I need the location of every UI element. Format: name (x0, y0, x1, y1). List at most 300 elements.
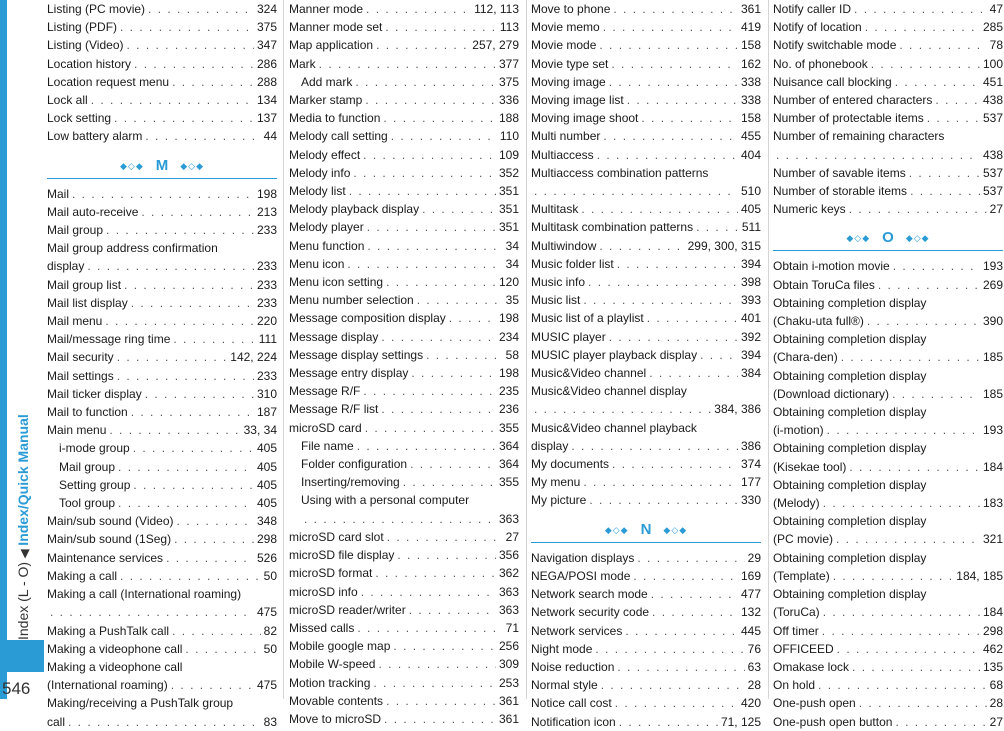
index-entry[interactable] (531, 291, 761, 309)
page-ref[interactable]: 34 (505, 238, 519, 253)
page-number: 546 (2, 679, 31, 698)
page-ref[interactable]: 233 (256, 259, 277, 274)
page-ref[interactable]: 362 (498, 566, 519, 581)
index-entry[interactable] (47, 348, 277, 366)
page-ref[interactable]: 455 (740, 129, 761, 144)
index-entry[interactable] (289, 601, 519, 619)
page-ref[interactable]: 82 (263, 623, 277, 638)
page-ref[interactable]: 392 (740, 329, 761, 344)
index-entry[interactable] (289, 674, 519, 692)
page-ref[interactable]: 236 (498, 402, 519, 417)
index-entry[interactable] (47, 403, 277, 421)
index-entry[interactable] (47, 713, 277, 731)
page-ref[interactable]: 355 (498, 475, 519, 490)
page-ref[interactable]: 233 (256, 295, 277, 310)
entry-name: MUSIC player (531, 329, 606, 344)
page-ref[interactable]: 363 (498, 602, 519, 617)
index-entry[interactable] (289, 255, 519, 273)
page-ref[interactable]: 27 (989, 202, 1003, 217)
page-ref[interactable]: 184 (982, 605, 1003, 620)
index-entry[interactable] (531, 622, 761, 640)
index-entry[interactable] (289, 55, 519, 73)
index-entry[interactable] (773, 640, 1003, 658)
index-entry[interactable] (47, 385, 277, 403)
index-entry[interactable] (531, 491, 761, 509)
index-entry[interactable] (773, 494, 1003, 512)
index-entry[interactable] (773, 603, 1003, 621)
index-entry[interactable] (773, 567, 1003, 585)
page-ref[interactable]: 28 (989, 696, 1003, 711)
index-entry[interactable] (289, 510, 519, 528)
index-entry[interactable] (289, 473, 519, 491)
index-entry[interactable] (47, 185, 277, 203)
page-ref[interactable]: 187 (256, 405, 277, 420)
index-entry[interactable] (773, 530, 1003, 548)
page-ref[interactable]: 188 (498, 111, 519, 126)
page-ref[interactable]: 419 (740, 20, 761, 35)
page-ref[interactable]: 198 (498, 366, 519, 381)
page-ref[interactable]: 384, 386 (714, 402, 761, 417)
page-ref[interactable]: 510 (740, 184, 761, 199)
index-entry[interactable] (531, 455, 761, 473)
page-ref[interactable]: 386 (740, 438, 761, 453)
page-ref[interactable]: 120 (498, 275, 519, 290)
index-entry[interactable] (531, 694, 761, 712)
index-entry[interactable] (531, 55, 761, 73)
index-entry[interactable] (289, 400, 519, 418)
page-ref[interactable]: 198 (256, 186, 277, 201)
page-ref[interactable]: 375 (498, 74, 519, 89)
page-ref[interactable]: 405 (740, 202, 761, 217)
page-ref[interactable]: 109 (498, 147, 519, 162)
page-ref[interactable]: 363 (498, 584, 519, 599)
index-entry[interactable] (531, 218, 761, 236)
index-entry[interactable] (289, 437, 519, 455)
page-ref[interactable]: 112, 113 (474, 2, 519, 16)
index-entry[interactable] (289, 309, 519, 327)
index-entry[interactable] (773, 658, 1003, 676)
page-ref[interactable]: 352 (498, 165, 519, 180)
index-entry[interactable] (289, 200, 519, 218)
index-entry[interactable] (289, 564, 519, 582)
index-entry[interactable] (47, 294, 277, 312)
index-entry[interactable] (289, 346, 519, 364)
page-ref[interactable]: 537 (982, 165, 1003, 180)
index-entry[interactable] (773, 694, 1003, 712)
entry-name: Move to microSD (289, 711, 382, 726)
leader-dots (849, 200, 987, 218)
index-entry[interactable] (47, 567, 277, 585)
index-entry[interactable] (531, 603, 761, 621)
page-ref[interactable]: 29 (747, 550, 761, 565)
index-entry[interactable] (47, 421, 277, 439)
page-ref[interactable]: 351 (498, 220, 519, 235)
index-entry[interactable] (47, 549, 277, 567)
page-ref[interactable]: 269 (982, 277, 1003, 292)
page-ref[interactable]: 361 (740, 2, 761, 16)
index-entry[interactable] (289, 164, 519, 182)
index-entry[interactable] (47, 640, 277, 658)
entry-name: Making a call (47, 568, 118, 583)
index-entry[interactable] (773, 622, 1003, 640)
index-entry[interactable] (773, 676, 1003, 694)
page-ref[interactable]: 451 (982, 74, 1003, 89)
page-ref[interactable]: 68 (989, 678, 1003, 693)
page-ref[interactable]: 185 (982, 350, 1003, 365)
index-entry[interactable] (47, 73, 277, 91)
leader-dots (849, 458, 980, 476)
index-entry[interactable] (531, 400, 761, 418)
index-entry[interactable] (531, 36, 761, 54)
page-ref[interactable]: 198 (498, 311, 519, 326)
entry-name: microSD reader/writer (289, 602, 406, 617)
leader-dots (367, 218, 496, 236)
page-ref[interactable]: 375 (256, 20, 277, 35)
index-entry[interactable] (47, 257, 277, 275)
index-entry[interactable] (773, 182, 1003, 200)
page-ref[interactable]: 177 (740, 475, 761, 490)
leader-dots (166, 549, 254, 567)
page-ref[interactable]: 438 (982, 93, 1003, 108)
page-ref[interactable]: 394 (740, 347, 761, 362)
page-ref[interactable]: 401 (740, 311, 761, 326)
index-entry[interactable] (289, 546, 519, 564)
page-ref[interactable]: 398 (740, 275, 761, 290)
page-ref[interactable]: 405 (256, 459, 277, 474)
leader-dots (109, 421, 240, 439)
index-entry[interactable] (289, 218, 519, 236)
index-entry[interactable] (289, 655, 519, 673)
index-entry-line: Obtaining completion display (773, 587, 927, 602)
index-entry[interactable] (773, 36, 1003, 54)
page-ref[interactable]: 377 (498, 56, 519, 71)
page-ref[interactable]: 256 (498, 639, 519, 654)
page-ref[interactable]: 462 (982, 641, 1003, 656)
page-ref[interactable]: 384 (740, 366, 761, 381)
index-entry[interactable] (773, 713, 1003, 731)
page-ref[interactable]: 347 (256, 38, 277, 53)
page-ref[interactable]: 364 (498, 438, 519, 453)
page-ref[interactable]: 132 (740, 605, 761, 620)
page-ref[interactable]: 364 (498, 457, 519, 472)
page-ref[interactable]: 76 (747, 641, 761, 656)
page-ref[interactable]: 134 (256, 93, 277, 108)
page-ref[interactable]: 28 (747, 678, 761, 693)
page-ref[interactable]: 390 (982, 314, 1003, 329)
index-entry[interactable] (47, 276, 277, 294)
page-ref[interactable]: 330 (740, 493, 761, 508)
index-entry[interactable] (773, 276, 1003, 294)
index-entry[interactable] (289, 36, 519, 54)
index-entry[interactable] (47, 603, 277, 621)
index-entry[interactable] (289, 364, 519, 382)
entry-name: Menu function (289, 238, 365, 253)
index-entry[interactable] (289, 419, 519, 437)
page-ref[interactable]: 71 (505, 620, 519, 635)
index-entry[interactable] (47, 622, 277, 640)
page-ref[interactable]: 47 (989, 2, 1003, 16)
page-ref[interactable]: 405 (256, 477, 277, 492)
page-ref[interactable]: 253 (498, 675, 519, 690)
page-ref[interactable]: 298 (256, 532, 277, 547)
index-entry[interactable] (47, 91, 277, 109)
page-ref[interactable]: 511 (741, 220, 761, 235)
index-entry[interactable] (773, 146, 1003, 164)
index-entry[interactable] (47, 439, 277, 457)
index-entry[interactable] (773, 257, 1003, 275)
page-ref[interactable]: 526 (256, 550, 277, 565)
leader-dots (422, 200, 496, 218)
index-entry[interactable] (531, 237, 761, 255)
page-ref[interactable]: 361 (498, 693, 519, 708)
page-ref[interactable]: 162 (740, 56, 761, 71)
index-entry[interactable] (47, 312, 277, 330)
index-entry[interactable] (531, 676, 761, 694)
page-ref[interactable]: 356 (498, 548, 519, 563)
index-entry[interactable] (773, 91, 1003, 109)
index-entry[interactable] (47, 676, 277, 694)
page-ref[interactable]: 288 (256, 74, 277, 89)
index-entry[interactable] (47, 127, 277, 145)
index-entry[interactable] (531, 567, 761, 585)
index-entry[interactable] (47, 0, 277, 18)
index-entry[interactable] (289, 619, 519, 637)
index-entry[interactable] (531, 328, 761, 346)
entry-name: Lock setting (47, 111, 112, 126)
leader-dots (375, 564, 496, 582)
index-entry[interactable] (773, 109, 1003, 127)
page-ref[interactable]: 235 (498, 384, 519, 399)
index-entry[interactable] (289, 109, 519, 127)
page-ref[interactable]: 233 (256, 277, 277, 292)
page-ref[interactable]: 100 (982, 56, 1003, 71)
page-ref[interactable]: 438 (982, 147, 1003, 162)
index-entry[interactable] (47, 203, 277, 221)
index-entry[interactable] (531, 146, 761, 164)
index-entry[interactable] (773, 73, 1003, 91)
page-ref[interactable]: 71, 125 (720, 714, 761, 729)
page-ref[interactable]: 477 (740, 587, 761, 602)
index-entry[interactable] (47, 458, 277, 476)
page-ref[interactable]: 355 (498, 420, 519, 435)
leader-dots (367, 237, 502, 255)
index-entry[interactable] (531, 182, 761, 200)
entry-name: Melody call setting (289, 129, 388, 144)
index-entry[interactable] (289, 328, 519, 346)
index-entry[interactable] (47, 494, 277, 512)
page-ref[interactable]: 63 (747, 659, 761, 674)
index-entry[interactable] (531, 73, 761, 91)
page-ref[interactable]: 184 (982, 459, 1003, 474)
index-entry[interactable] (47, 530, 277, 548)
leader-dots (927, 109, 980, 127)
page-ref[interactable]: 183 (982, 496, 1003, 511)
page-ref[interactable]: 445 (740, 623, 761, 638)
page-ref[interactable]: 169 (740, 568, 761, 583)
index-entry[interactable] (531, 640, 761, 658)
page-ref[interactable]: 220 (256, 314, 277, 329)
leader-dots (365, 91, 496, 109)
page-ref[interactable]: 405 (256, 441, 277, 456)
page-ref[interactable]: 286 (256, 56, 277, 71)
page-ref[interactable]: 158 (740, 38, 761, 53)
page-ref[interactable]: 363 (498, 511, 519, 526)
page-ref[interactable]: 35 (505, 293, 519, 308)
index-entry[interactable] (531, 109, 761, 127)
page-ref[interactable]: 475 (256, 678, 277, 693)
index-entry[interactable] (531, 473, 761, 491)
index-entry[interactable] (531, 91, 761, 109)
page-ref[interactable]: 113 (499, 20, 519, 35)
index-entry[interactable] (773, 200, 1003, 218)
index-entry[interactable] (289, 382, 519, 400)
index-entry[interactable] (773, 421, 1003, 439)
entry-name: Listing (PC movie) (47, 2, 146, 16)
page-ref[interactable]: 78 (989, 38, 1003, 53)
index-entry[interactable] (289, 182, 519, 200)
page-ref[interactable]: 310 (256, 386, 277, 401)
page-ref[interactable]: 537 (982, 111, 1003, 126)
page-ref[interactable]: 537 (982, 184, 1003, 199)
index-entry[interactable] (47, 330, 277, 348)
index-entry[interactable] (47, 512, 277, 530)
page-ref[interactable]: 394 (740, 256, 761, 271)
index-entry[interactable] (47, 367, 277, 385)
index-entry[interactable] (47, 221, 277, 239)
index-entry[interactable] (531, 255, 761, 273)
page-ref[interactable]: 135 (982, 659, 1003, 674)
page-ref[interactable]: 58 (505, 347, 519, 362)
index-entry[interactable] (289, 146, 519, 164)
page-ref[interactable]: 33, 34 (243, 423, 277, 438)
page-ref[interactable]: 193 (982, 259, 1003, 274)
index-entry[interactable] (289, 583, 519, 601)
index-entry[interactable] (289, 273, 519, 291)
page-ref[interactable]: 393 (740, 293, 761, 308)
index-entry[interactable] (289, 637, 519, 655)
page-ref[interactable]: 233 (256, 223, 277, 238)
index-entry[interactable] (289, 291, 519, 309)
page-ref[interactable]: 420 (740, 696, 761, 711)
page-ref[interactable]: 27 (989, 714, 1003, 729)
page-ref[interactable]: 44 (263, 129, 277, 144)
page-ref[interactable]: 338 (740, 93, 761, 108)
entry-name: File name (301, 438, 354, 453)
page-ref[interactable]: 324 (256, 2, 277, 16)
index-entry[interactable] (531, 437, 761, 455)
index-entry[interactable] (531, 549, 761, 567)
page-ref[interactable]: 111 (258, 332, 277, 347)
index-entry[interactable] (531, 713, 761, 731)
page-ref[interactable]: 336 (498, 93, 519, 108)
index-entry[interactable] (531, 346, 761, 364)
page-ref[interactable]: 50 (263, 641, 277, 656)
page-ref[interactable]: 34 (505, 256, 519, 271)
index-entry-line: Music&Video channel display (531, 384, 687, 399)
index-entry[interactable] (289, 710, 519, 728)
index-entry[interactable] (531, 273, 761, 291)
index-entry[interactable] (289, 91, 519, 109)
index-entry[interactable] (531, 0, 761, 18)
page-ref[interactable]: 405 (256, 496, 277, 511)
page-ref[interactable]: 309 (498, 657, 519, 672)
page-ref[interactable]: 193 (982, 423, 1003, 438)
index-entry[interactable] (773, 164, 1003, 182)
index-entry[interactable] (531, 585, 761, 603)
page-ref[interactable]: 348 (256, 514, 277, 529)
page-ref[interactable]: 234 (498, 329, 519, 344)
page-ref[interactable]: 185 (982, 386, 1003, 401)
page-ref[interactable]: 83 (263, 714, 277, 729)
index-entry[interactable] (289, 455, 519, 473)
manual-title[interactable]: Index/Quick Manual (15, 414, 31, 546)
index-entry[interactable] (531, 364, 761, 382)
index-entry[interactable] (289, 73, 519, 91)
page-ref[interactable]: 213 (256, 204, 277, 219)
page-ref[interactable]: 298 (982, 623, 1003, 638)
page-ref[interactable]: 233 (256, 368, 277, 383)
index-entry[interactable] (773, 348, 1003, 366)
index-entry[interactable] (47, 18, 277, 36)
index-entry[interactable] (773, 18, 1003, 36)
leader-dots (854, 0, 987, 18)
index-entry[interactable] (47, 476, 277, 494)
index-entry[interactable] (289, 528, 519, 546)
entry-name: Multi number (531, 129, 601, 144)
page-ref[interactable]: 338 (740, 74, 761, 89)
page-ref[interactable]: 137 (256, 111, 277, 126)
index-entry[interactable] (531, 658, 761, 676)
page-ref[interactable]: 158 (740, 111, 761, 126)
leader-dots (378, 655, 495, 673)
page-ref[interactable]: 351 (498, 202, 519, 217)
page-ref[interactable]: 374 (740, 457, 761, 472)
page-ref[interactable]: 184, 185 (956, 568, 1003, 583)
index-entry[interactable] (531, 18, 761, 36)
page-ref[interactable]: 27 (505, 529, 519, 544)
page-ref[interactable]: 475 (256, 605, 277, 620)
index-entry[interactable] (531, 200, 761, 218)
index-entry[interactable] (773, 0, 1003, 18)
page-ref[interactable]: 50 (263, 568, 277, 583)
ornament-icon: ◆◇◆ (905, 233, 930, 244)
index-entry[interactable] (531, 309, 761, 327)
index-entry[interactable] (289, 18, 519, 36)
index-entry[interactable] (773, 458, 1003, 476)
index-entry[interactable] (773, 55, 1003, 73)
page-ref[interactable]: 257, 279 (472, 38, 519, 53)
index-entry[interactable] (773, 385, 1003, 403)
index-entry[interactable] (289, 0, 519, 18)
index-entry[interactable] (289, 692, 519, 710)
index-entry-line: Using with a personal computer (301, 493, 470, 508)
index-entry[interactable] (531, 127, 761, 145)
page-ref[interactable]: 321 (982, 532, 1003, 547)
index-entry[interactable] (773, 312, 1003, 330)
page-ref[interactable]: 351 (498, 184, 519, 199)
page-ref[interactable]: 404 (740, 147, 761, 162)
page-ref[interactable]: 361 (498, 711, 519, 726)
index-entry[interactable] (47, 36, 277, 54)
index-entry[interactable] (289, 237, 519, 255)
page-ref[interactable]: 110 (499, 129, 519, 144)
index-entry[interactable] (47, 55, 277, 73)
page-ref[interactable]: 299, 300, 315 (687, 238, 761, 253)
index-entry[interactable] (289, 127, 519, 145)
index-entry[interactable] (47, 109, 277, 127)
page-ref[interactable]: 285 (982, 20, 1003, 35)
page-ref[interactable]: 142, 224 (230, 350, 277, 365)
